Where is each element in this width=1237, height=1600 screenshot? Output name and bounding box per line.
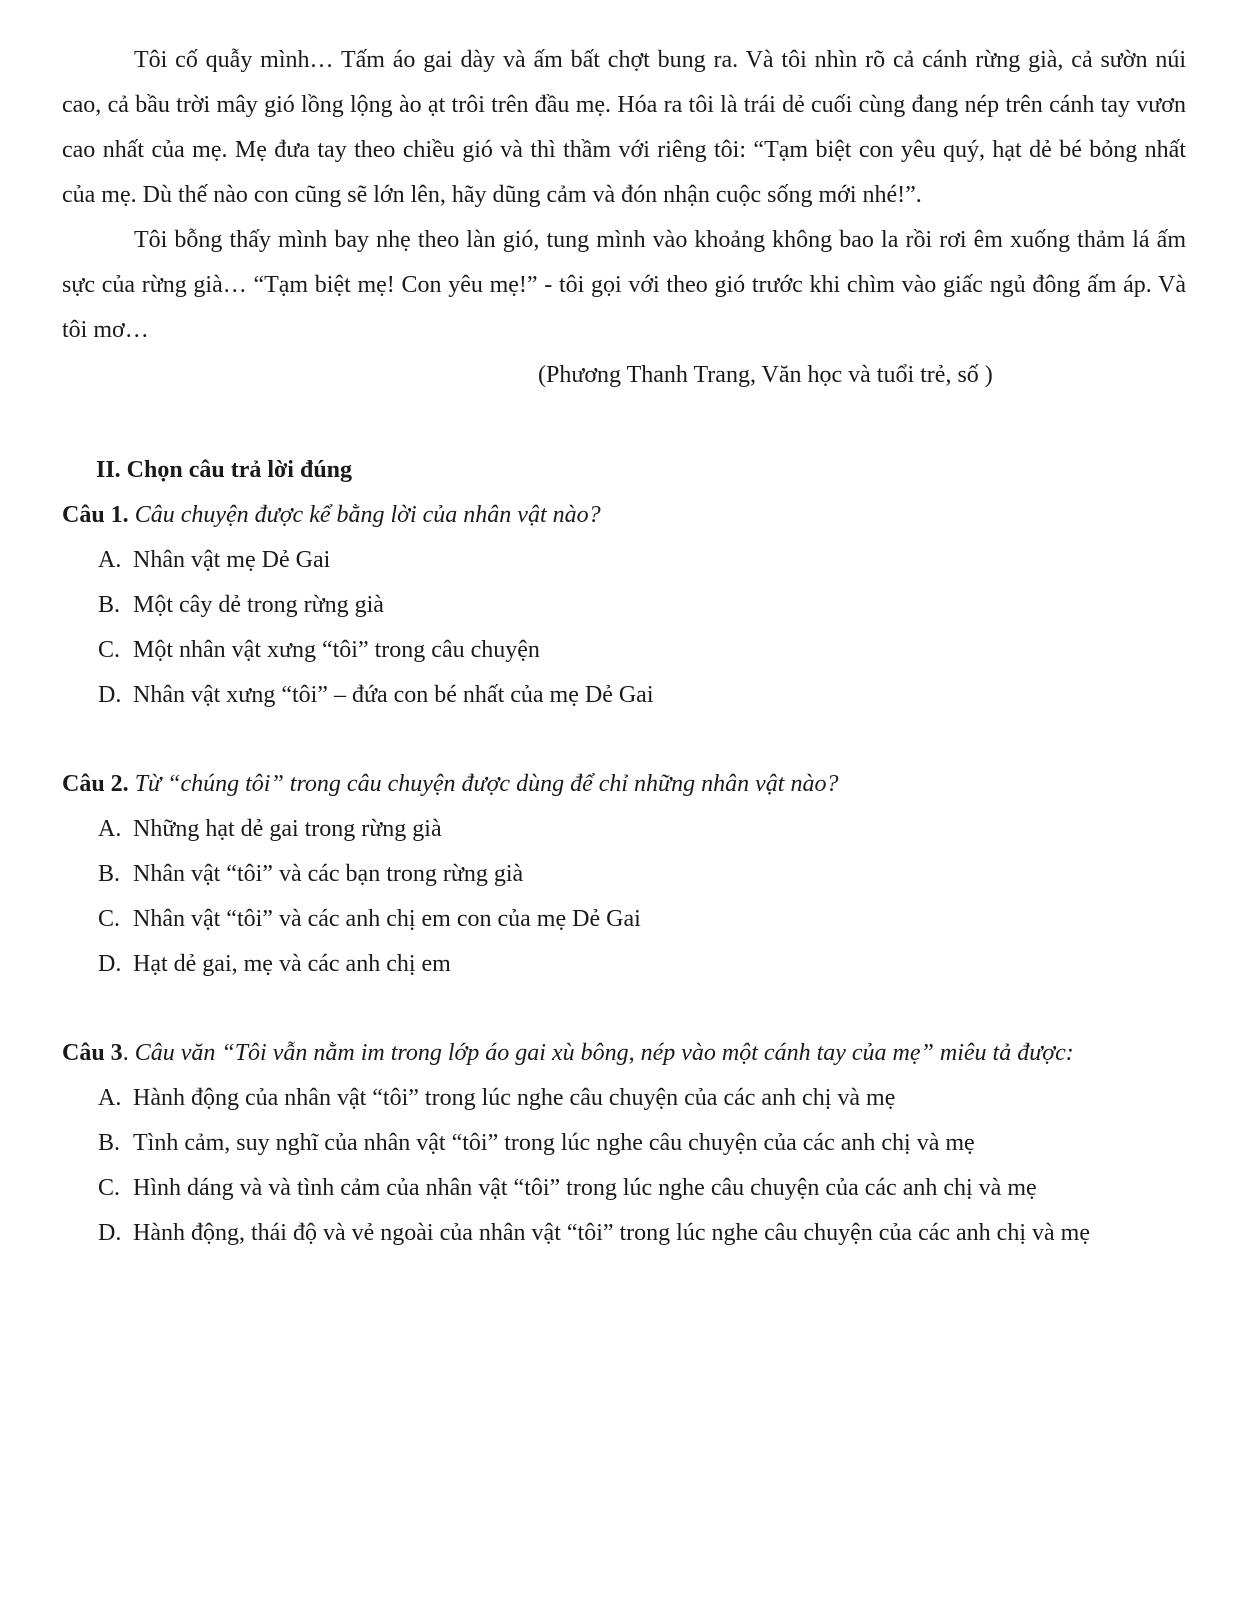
question-3 xyxy=(62,1031,1186,1256)
option-text: Hạt dẻ gai, mẹ và các anh chị em xyxy=(133,951,451,977)
option-letter: C. xyxy=(98,1175,121,1201)
document-page xyxy=(62,38,1186,1256)
question-2-prompt xyxy=(62,762,1186,807)
option-text: Hành động, thái độ và vẻ ngoài của nhân vật “tôi” trong lúc nghe câu chuyện của các anh chị và mẹ xyxy=(133,1220,1090,1246)
question-2-number: Câu 2. xyxy=(62,771,129,797)
option-letter: A. xyxy=(98,547,122,573)
question-3-option-a xyxy=(62,1076,1186,1121)
question-1-options xyxy=(62,538,1186,718)
option-text: Nhân vật xưng “tôi” – đứa con bé nhất của mẹ Dẻ Gai xyxy=(133,682,654,708)
question-3-number-suffix: . xyxy=(122,1040,129,1066)
question-3-option-c xyxy=(62,1166,1186,1211)
question-1-option-b xyxy=(62,583,1186,628)
question-1-option-d xyxy=(62,673,1186,718)
option-text: Tình cảm, suy nghĩ của nhân vật “tôi” trong lúc nghe câu chuyện của các anh chị và mẹ xyxy=(133,1130,975,1156)
option-text: Nhân vật “tôi” và các bạn trong rừng già xyxy=(133,861,524,887)
question-2-text: Từ “chúng tôi” trong câu chuyện được dùng để chỉ những nhân vật nào? xyxy=(134,771,839,797)
section-title: II. Chọn câu trả lời đúng xyxy=(96,457,353,483)
option-letter: D. xyxy=(98,682,122,708)
question-1-option-c xyxy=(62,628,1186,673)
option-text: Một cây dẻ trong rừng già xyxy=(133,592,384,618)
question-2-option-c xyxy=(62,897,1186,942)
question-3-text: Câu văn “Tôi vẫn nằm im trong lớp áo gai xù bông, nép vào một cánh tay của mẹ” miêu tả được: xyxy=(134,1040,1074,1066)
option-letter: D. xyxy=(98,951,122,977)
option-letter: A. xyxy=(98,1085,122,1111)
option-letter: C. xyxy=(98,906,121,932)
question-1-text: Câu chuyện được kể bằng lời của nhân vật nào? xyxy=(134,502,601,528)
option-letter: B. xyxy=(98,1130,121,1156)
question-1-prompt xyxy=(62,493,1186,538)
question-2-option-a xyxy=(62,807,1186,852)
question-3-prompt xyxy=(62,1031,1186,1076)
question-1-option-a xyxy=(62,538,1186,583)
option-letter: D. xyxy=(98,1220,122,1246)
passage-paragraph-1: Tôi cố quẫy mình… Tấm áo gai dày và ấm bất chợt bung ra. Và tôi nhìn rõ cả cánh rừng già, cả sườn núi cao, cả bầu trời mây gió lồng lộng ào ạt trôi trên đầu mẹ. Hóa ra tôi là trái dẻ cuối cùng đang nép trên cánh tay vươn cao nhất của mẹ. Mẹ đưa tay theo chiều gió và thì thầm với riêng tôi: “Tạm biệt con yêu quý, hạt dẻ bé bỏng nhất của mẹ. Dù thế nào con cũng sẽ lớn lên, hãy dũng cảm và đón nhận cuộc sống mới nhé!”. xyxy=(62,47,1186,208)
question-2-option-d xyxy=(62,942,1186,987)
option-text: Nhân vật “tôi” và các anh chị em con của mẹ Dẻ Gai xyxy=(133,906,641,932)
question-1 xyxy=(62,493,1186,718)
option-letter: B. xyxy=(98,592,121,618)
option-text: Những hạt dẻ gai trong rừng già xyxy=(133,816,442,842)
question-3-option-d xyxy=(62,1211,1186,1256)
option-letter: C. xyxy=(98,637,121,663)
question-2-options xyxy=(62,807,1186,987)
option-text: Nhân vật mẹ Dẻ Gai xyxy=(133,547,331,573)
passage-citation: (Phương Thanh Trang, Văn học và tuổi trẻ, số ) xyxy=(538,362,993,388)
option-text: Một nhân vật xưng “tôi” trong câu chuyện xyxy=(133,637,540,663)
question-1-number: Câu 1. xyxy=(62,502,129,528)
question-3-number: Câu 3 xyxy=(62,1040,123,1066)
option-text: Hình dáng và và tình cảm của nhân vật “tôi” trong lúc nghe câu chuyện của các anh chị và mẹ xyxy=(133,1175,1037,1201)
option-text: Hành động của nhân vật “tôi” trong lúc nghe câu chuyện của các anh chị và mẹ xyxy=(133,1085,896,1111)
question-2-option-b xyxy=(62,852,1186,897)
passage-paragraph-2: Tôi bỗng thấy mình bay nhẹ theo làn gió, tung mình vào khoảng không bao la rồi rơi êm xuống thảm lá ấm sực của rừng già… “Tạm biệt mẹ! Con yêu mẹ!” - tôi gọi với theo gió trước khi chìm vào giấc ngủ đông ấm áp. Và tôi mơ… xyxy=(62,227,1186,343)
question-3-option-b xyxy=(62,1121,1186,1166)
question-3-options xyxy=(62,1076,1186,1256)
option-letter: A. xyxy=(98,816,122,842)
question-2 xyxy=(62,762,1186,987)
option-letter: B. xyxy=(98,861,121,887)
